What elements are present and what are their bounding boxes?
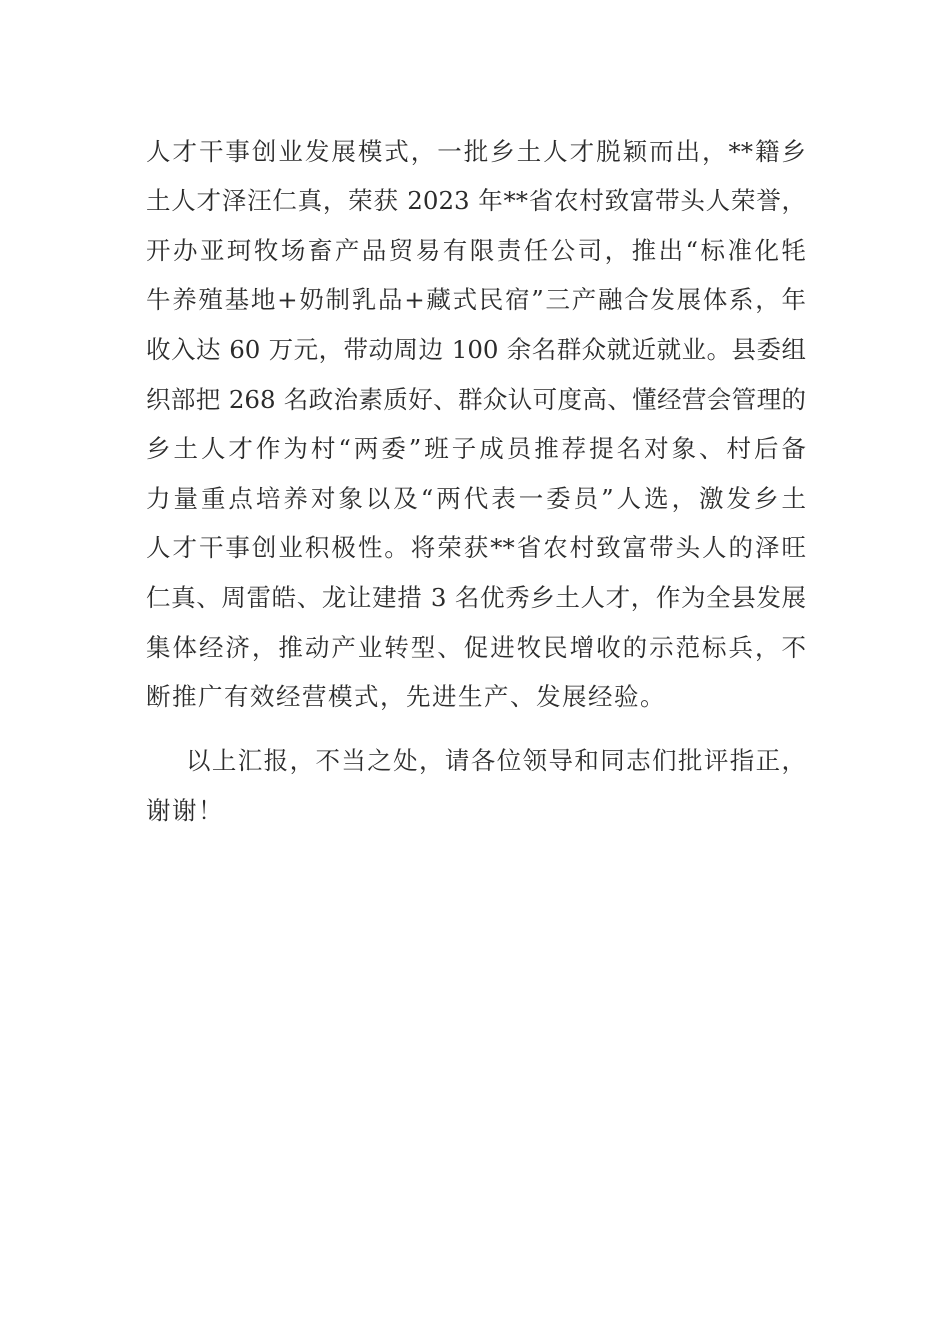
text-line: 断推广有效经营模式，先进生产、发展经验。 bbox=[146, 682, 666, 711]
text-line: 开办亚珂牧场畜产品贸易有限责任公司，推出“标准化牦 bbox=[146, 236, 806, 265]
text-line: 人才干事创业发展模式，一批乡土人才脱颖而出，**籍乡 bbox=[146, 137, 806, 166]
text-line: 人才干事创业积极性。将荣获**省农村致富带头人的泽旺 bbox=[146, 533, 806, 562]
text-line: 牛养殖基地+奶制乳品+藏式民宿”三产融合发展体系，年 bbox=[146, 285, 806, 314]
text-line: 力量重点培养对象以及“两代表一委员”人选，激发乡土 bbox=[146, 484, 806, 513]
text-line: 仁真、周雷皓、龙让建措 3 名优秀乡土人才，作为全县发展 bbox=[146, 583, 806, 612]
text-line: 织部把 268 名政治素质好、群众认可度高、懂经营会管理的 bbox=[146, 385, 806, 414]
text-line: 谢谢！ bbox=[146, 796, 224, 825]
text-line: 集体经济，推动产业转型、促进牧民增收的示范标兵，不 bbox=[146, 633, 806, 662]
text-line: 乡土人才作为村“两委”班子成员推荐提名对象、村后备 bbox=[146, 434, 806, 463]
text-line: 以上汇报，不当之处，请各位领导和同志们批评指正， bbox=[186, 746, 806, 775]
text-line: 土人才泽汪仁真，荣获 2023 年**省农村致富带头人荣誉， bbox=[146, 186, 806, 215]
text-line: 收入达 60 万元，带动周边 100 余名群众就近就业。县委组 bbox=[146, 335, 806, 364]
